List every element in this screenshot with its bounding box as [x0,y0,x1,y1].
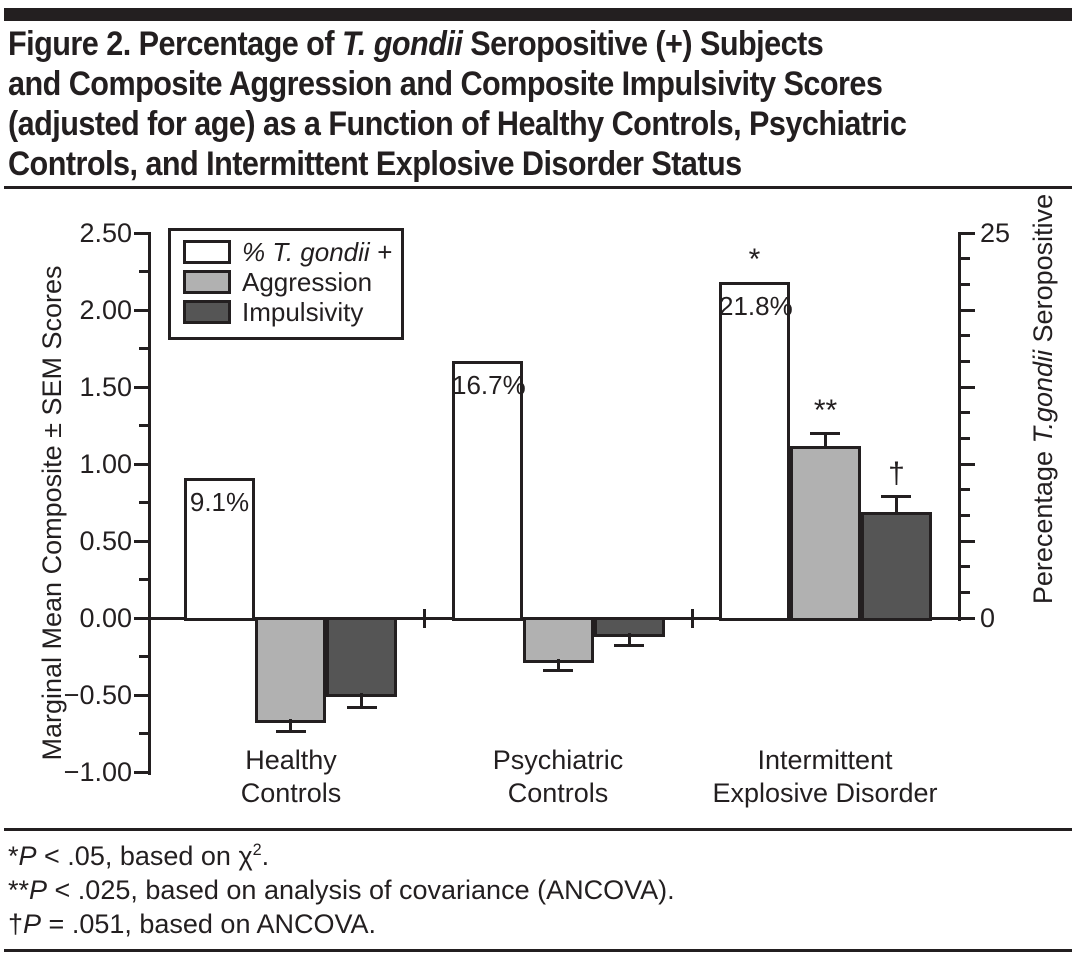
left-axis-tick [134,694,148,697]
footnotes [8,839,675,941]
error-bar-cap [543,669,573,672]
text-segment: P [18,841,37,871]
right-axis-minor-tick [961,257,970,260]
bar-value-label: 21.8% [719,291,793,321]
right-axis-tick [961,309,975,312]
left-axis-tick [134,232,148,235]
legend-swatch [183,300,231,324]
left-axis-minor-tick [139,424,148,427]
left-axis-minor-tick [139,732,148,735]
bar [719,282,793,621]
footnote-rule-top [4,828,1072,831]
group-label-line: Intermittent [757,745,893,775]
right-axis-tick [961,617,975,620]
group-label-line: Psychiatric [492,745,624,775]
bar [861,512,932,621]
text-segment: Seropositive [1028,193,1058,350]
text-segment: (adjusted for age) as a Function of Healthy Controls, Psychiatric [8,105,907,143]
text-segment: T.gondii [1028,349,1058,444]
left-axis-tick [134,463,148,466]
error-bar-line [895,496,898,513]
right-axis-tick [961,540,975,543]
error-bar-cap [810,432,840,435]
bar-value-label: 16.7% [452,370,526,400]
significance-mark: † [888,457,905,490]
text-segment: Seropositive (+) Subjects [462,25,824,63]
footnote-rule-bottom [4,949,1072,952]
right-axis-tick [961,386,975,389]
text-segment: 2 [252,841,262,859]
right-axis-minor-tick [961,514,970,517]
right-axis-minor-tick [961,360,970,363]
bar-value-label: 9.1% [189,487,250,517]
left-axis-tick-label: −0.50 [63,680,132,710]
group-label-line: Healthy [245,745,337,775]
legend-item [183,299,363,325]
text-segment: < .025, based on analysis of covariance (ANCOVA). [47,875,675,905]
legend-item [183,269,372,295]
error-bar-line [824,433,827,447]
text-segment: Controls, and Intermittent Explosive Disorder Status [8,145,742,183]
footnote-line [8,839,675,873]
legend-item-label: Impulsivity [242,297,364,327]
left-axis-tick-label: 0.50 [79,526,132,556]
text-segment: † [8,909,24,939]
left-axis-tick-label: −1.00 [63,757,132,787]
right-axis-minor-tick [961,437,970,440]
left-axis-tick-label: 2.00 [79,295,132,325]
left-axis-minor-tick [139,655,148,658]
legend-swatch [183,240,231,264]
left-axis-minor-tick [139,578,148,581]
error-bar-cap [276,730,306,733]
left-axis-tick [134,617,148,620]
legend-item [183,239,392,265]
significance-mark: * [748,243,761,276]
left-axis-tick-label: 1.50 [79,372,132,402]
text-segment: ** [8,875,30,905]
left-axis-minor-tick [139,347,148,350]
legend-item-label: % T. gondii + [242,237,393,267]
text-segment: Figure 2. Percentage of [8,25,342,63]
right-axis-minor-tick [961,488,970,491]
text-segment: P [29,875,48,905]
left-axis-line [148,232,151,775]
left-axis-tick [134,309,148,312]
error-bar-cap [347,706,377,709]
footnote-line [8,907,675,941]
error-bar-cap [881,495,911,498]
error-bar-line [360,693,363,707]
bar [523,617,594,663]
left-axis-tick [134,540,148,543]
text-segment: = .051, based on ANCOVA. [41,909,377,939]
right-axis-tick [961,463,975,466]
legend-box [168,228,404,340]
x-axis-group-label [428,744,688,810]
right-axis-tick-label: 25 [980,218,1011,248]
footnote-line [8,873,675,907]
left-axis-tick [134,386,148,389]
text-segment: P [23,909,42,939]
right-axis-minor-tick [961,411,970,414]
right-axis-minor-tick [961,565,970,568]
group-label-line: Controls [507,778,609,808]
left-axis-minor-tick [139,501,148,504]
right-axis-minor-tick [961,591,970,594]
text-segment: . [261,841,270,871]
significance-mark: ** [813,394,838,427]
text-segment: Perecentage [1028,443,1058,605]
legend-item-label: Aggression [242,267,373,297]
text-segment: T. gondii [341,25,463,63]
group-label-line: Explosive Disorder [712,778,938,808]
right-axis-tick [961,232,975,235]
x-axis-group-label [695,744,955,810]
error-bar-cap [614,644,644,647]
text-segment: and Composite Aggression and Composite Impulsivity Scores [8,65,883,103]
right-axis-line [958,232,961,621]
bar [255,617,326,723]
left-axis-tick-label: 2.50 [79,218,132,248]
left-axis-tick [134,771,148,774]
group-label-line: Controls [240,778,342,808]
right-axis-minor-tick [961,283,970,286]
text-segment: < .05, based on χ [36,841,253,871]
left-axis-tick-label: 0.00 [79,603,132,633]
text-segment: * [8,841,19,871]
legend-swatch [183,270,231,294]
right-axis-tick-label: 0 [980,603,996,633]
right-axis-minor-tick [961,334,970,337]
left-axis-tick-label: 1.00 [79,449,132,479]
bar [326,617,397,697]
left-axis-title: Marginal Mean Composite ± SEM Scores [37,265,67,761]
x-axis-group-label [161,744,421,810]
left-axis-minor-tick [139,270,148,273]
